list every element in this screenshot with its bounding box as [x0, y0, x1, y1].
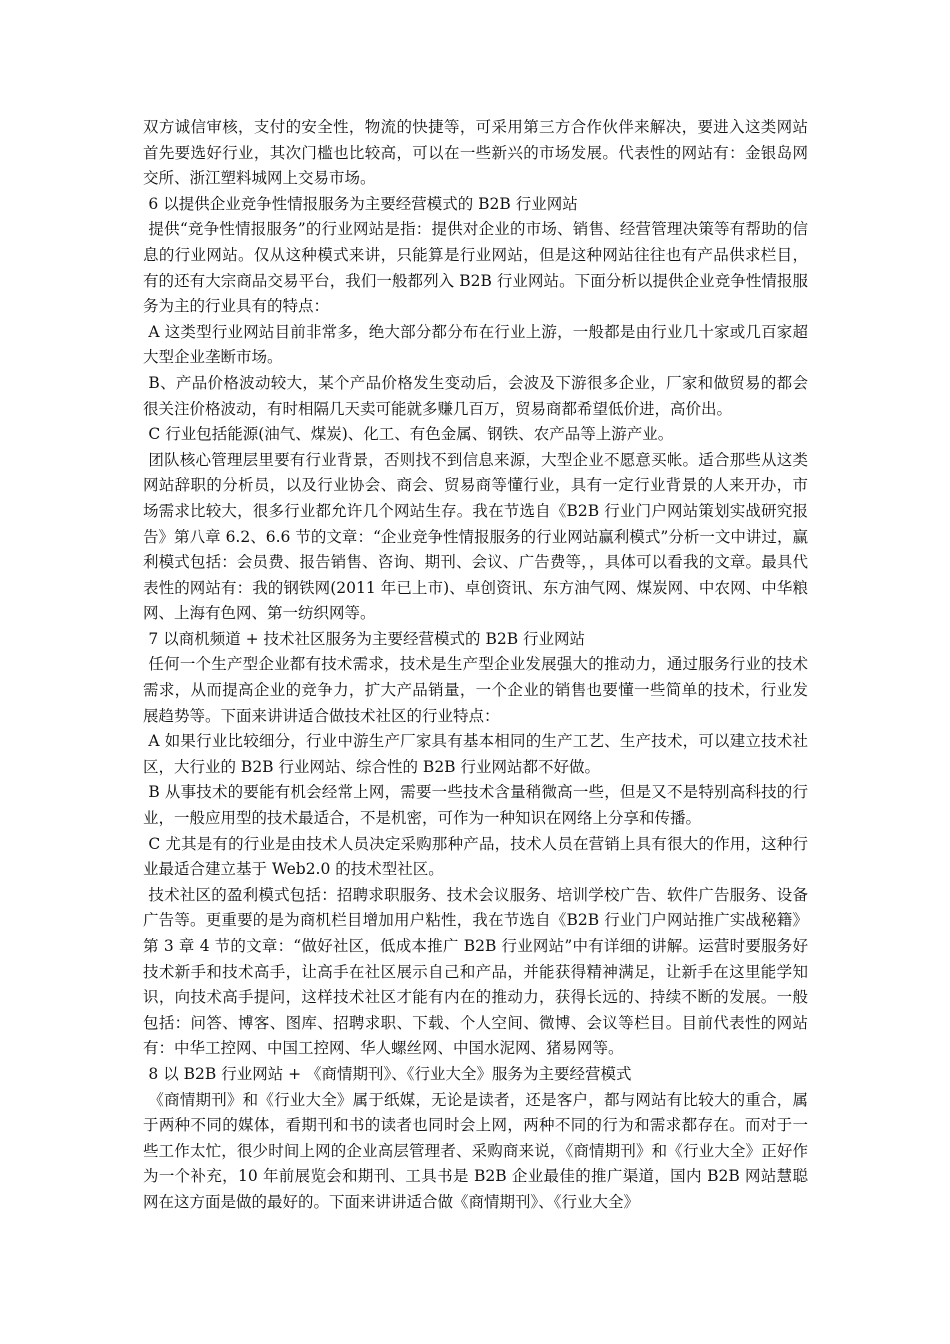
paragraph-tech-point-a: A 如果行业比较细分，行业中游生产厂家具有基本相同的生产工艺、生产技术，可以建立技术社区，大行业的 B2B 行业网站、综合性的 B2B 行业网站都不好做。: [143, 732, 808, 776]
paragraph-tech-profit: 技术社区的盈利模式包括：招聘求职服务、技术会议服务、培训学校广告、软件广告服务、设备广告等。更重要的是为商机栏目增加用户粘性，我在节选自《B2B 行业门户网站推广实战秘籍》第 3 章 4 节的文章：“做好社区，低成本推广 B2B 行业网站”中有详细的讲解。运营时要服务好技术新手和技术高手，让高手在社区展示自己和产品，并能获得精神满足，让新手在这里能学知识，向技术高手提问，这样技术社区才能有内在的推动力，获得长远的、持续不断的发展。一般包括：问答、博客、图库、招聘求职、下载、个人空间、微博、会议等栏目。目前代表性的网站有：中华工控网、中国工控网、华人螺丝网、中国水泥网、猪易网等。: [143, 885, 808, 1058]
paragraph-intel-service: 提供“竞争性情报服务”的行业网站是指：提供对企业的市场、销售、经营管理决策等有帮助的信息的行业网站。仅从这种模式来讲，只能算是行业网站，但是这种网站往往也有产品供求栏目，有的还有大宗商品交易平台，我们一般都列入 B2B 行业网站。下面分析以提供企业竞争性情报服务为主的行业具有的特点：: [143, 220, 808, 316]
paragraph-point-b: B、产品价格波动较大，某个产品价格发生变动后，会波及下游很多企业，厂家和做贸易的都会很关注价格波动，有时相隔几天卖可能就多赚几百万，贸易商都希望低价进，高价出。: [143, 373, 808, 418]
paragraph-tech-demand: 任何一个生产型企业都有技术需求，技术是生产型企业发展强大的推动力，通过服务行业的技术需求，从而提高企业的竞争力，扩大产品销量，一个企业的销售也要懂一些简单的技术，行业发展趋势等。下面来讲讲适合做技术社区的行业特点：: [143, 655, 808, 725]
section-heading-8: 8 以 B2B 行业网站 + 《商情期刊》、《行业大全》服务为主要经营模式: [148, 1064, 632, 1083]
section-heading-7: 7 以商机频道 + 技术社区服务为主要经营模式的 B2B 行业网站: [148, 629, 586, 648]
section-heading-6: 6 以提供企业竞争性情报服务为主要经营模式的 B2B 行业网站: [148, 194, 578, 213]
paragraph-point-a: A 这类型行业网站目前非常多，绝大部分都分布在行业上游，一般都是由行业几十家或几百家超大型企业垄断市场。: [143, 322, 808, 367]
document-body: [143, 115, 808, 1216]
paragraph-team: 团队核心管理层里要有行业背景，否则找不到信息来源，大型企业不愿意买帐。适合那些从这类网站辞职的分析员，以及行业协会、商会、贸易商等懂行业，具有一定行业背景的人来开办，市场需求比较大，很多行业都允许几个网站生存。我在节选自《B2B 行业门户网站策划实战研究报告》第八章 6.2、6.6 节的文章：“企业竞争性情报服务的行业网站赢利模式”分析一文中讲过，赢利模式包括：会员费、报告销售、咨询、期刊、会议、广告费等，，具体可以看我的文章。最具代表性的网站有：我的钢铁网(2011 年已上市)、卓创资讯、东方油气网、煤炭网、中农网、中华粮网、上海有色网、第一纺织网等。: [143, 450, 808, 623]
paragraph-point-c: C 行业包括能源(油气、煤炭)、化工、有色金属、钢铁、农产品等上游产业。: [148, 425, 674, 444]
paragraph-tech-point-c: C 尤其是有的行业是由技术人员决定采购那种产品，技术人员在营销上具有很大的作用，这种行业最适合建立基于 Web2.0 的技术型社区。: [143, 834, 808, 879]
paragraph-continuation: 双方诚信审核，支付的安全性，物流的快捷等，可采用第三方合作伙伴来解决，要进入这类网站首先要选好行业，其次门槛也比较高，可以在一些新兴的市场发展。代表性的网站有：金银岛网交所、浙江塑料城网上交易市场。: [143, 118, 808, 188]
paragraph-print-media: 《商情期刊》和《行业大全》属于纸媒，无论是读者，还是客户，都与网站有比较大的重合，属于两种不同的媒体，看期刊和书的读者也同时会上网，两种不同的行为和需求都存在。而对于一些工作太忙，很少时间上网的企业高层管理者、采购商来说，《商情期刊》和《行业大全》正好作为一个补充，10 年前展览会和期刊、工具书是 B2B 企业最佳的推广渠道，国内 B2B 网站慧聪网在这方面是做的最好的。下面来讲讲适合做《商情期刊》、《行业大全》: [143, 1090, 808, 1211]
paragraph-tech-point-b: B 从事技术的要能有机会经常上网，需要一些技术含量稍微高一些，但是又不是特别高科技的行业，一般应用型的技术最适合，不是机密，可作为一种知识在网络上分享和传播。: [143, 783, 808, 828]
